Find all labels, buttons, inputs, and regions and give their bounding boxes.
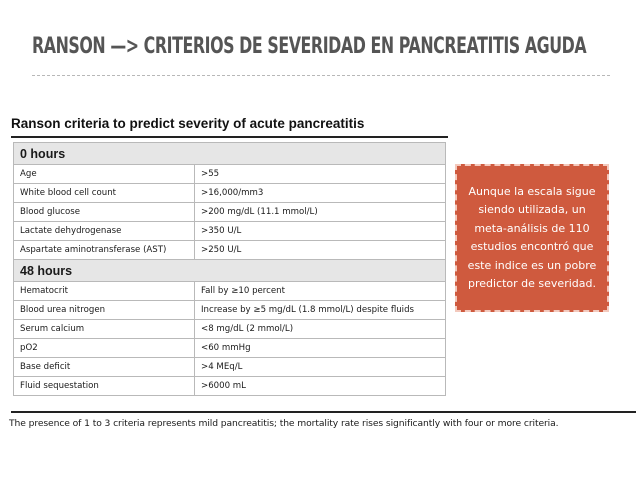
threshold-cell: >250 U/L: [195, 241, 446, 260]
threshold-cell: >55: [195, 165, 446, 184]
table-footnote: The presence of 1 to 3 criteria represents mild pancreatitis; the mortality rate rises significantly with four or more criteria.: [9, 418, 559, 429]
threshold-cell: Increase by ≥5 mg/dL (1.8 mmol/L) despite fluids: [195, 301, 446, 320]
threshold-cell: >6000 mL: [195, 377, 446, 396]
criterion-cell: Fluid sequestation: [14, 377, 195, 396]
section-heading: 0 hours: [14, 143, 446, 165]
table-row: [14, 165, 446, 184]
slide-title: RANSON —> CRITERIOS DE SEVERIDAD EN PANCREATITIS AGUDA: [32, 34, 587, 59]
table-row: [14, 339, 446, 358]
section-header-row: [14, 260, 446, 282]
table-row: [14, 241, 446, 260]
threshold-cell: <8 mg/dL (2 mmol/L): [195, 320, 446, 339]
table-row: [14, 184, 446, 203]
table-title: Ranson criteria to predict severity of acute pancreatitis: [11, 116, 365, 131]
table-row: [14, 358, 446, 377]
criterion-cell: Serum calcium: [14, 320, 195, 339]
criterion-cell: White blood cell count: [14, 184, 195, 203]
criterion-cell: pO2: [14, 339, 195, 358]
ranson-criteria-table: [13, 142, 446, 396]
criterion-cell: Hematocrit: [14, 282, 195, 301]
callout-box: [455, 164, 609, 312]
table-bottom-rule: [11, 411, 636, 413]
section-heading: 48 hours: [14, 260, 446, 282]
threshold-cell: Fall by ≥10 percent: [195, 282, 446, 301]
threshold-cell: >16,000/mm3: [195, 184, 446, 203]
table-row: [14, 222, 446, 241]
criterion-cell: Blood glucose: [14, 203, 195, 222]
threshold-cell: >4 MEq/L: [195, 358, 446, 377]
threshold-cell: >200 mg/dL (11.1 mmol/L): [195, 203, 446, 222]
table-row: [14, 320, 446, 339]
criterion-cell: Blood urea nitrogen: [14, 301, 195, 320]
threshold-cell: >350 U/L: [195, 222, 446, 241]
section-header-row: [14, 143, 446, 165]
criterion-cell: Lactate dehydrogenase: [14, 222, 195, 241]
title-divider: [32, 75, 610, 76]
criterion-cell: Aspartate aminotransferase (AST): [14, 241, 195, 260]
threshold-cell: <60 mmHg: [195, 339, 446, 358]
criterion-cell: Base deficit: [14, 358, 195, 377]
table-row: [14, 301, 446, 320]
criterion-cell: Age: [14, 165, 195, 184]
table-row: [14, 377, 446, 396]
callout-text: Aunque la escala sigue siendo utilizada, un meta-análisis de 110 estudios encontró que este indice es un pobre predictor de severidad.: [467, 184, 597, 290]
table-row: [14, 282, 446, 301]
table-top-rule: [11, 136, 448, 138]
table-row: [14, 203, 446, 222]
